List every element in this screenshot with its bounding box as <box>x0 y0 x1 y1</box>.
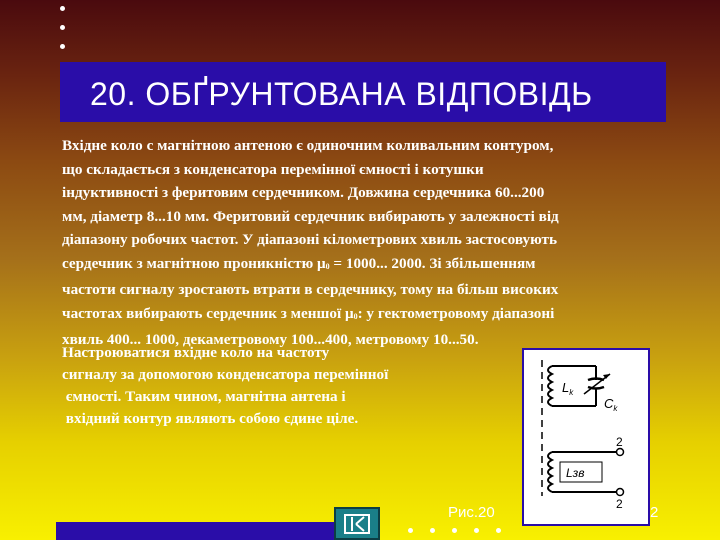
bottom-bar <box>56 522 344 540</box>
coil-lzv <box>548 452 552 492</box>
slide-body <box>62 134 672 352</box>
page-number: 2 <box>650 504 659 521</box>
label-lzv: Lзв <box>566 466 585 480</box>
slide-body-tail <box>62 342 482 430</box>
slide-nav-icon <box>344 514 370 534</box>
subscript: 0 <box>353 311 358 321</box>
terminal <box>617 449 624 456</box>
body-line: індуктивності з феритовим сердечником. Довжина сердечника 60...200 <box>62 184 545 201</box>
terminal-label: 2 <box>616 435 623 449</box>
decorative-dot <box>430 528 435 533</box>
terminal-label: 2 <box>616 497 623 511</box>
text-segment: : у гектометровому діапазоні <box>357 304 555 322</box>
body-line: Настроюватися вхідне коло на частоту <box>62 344 330 361</box>
circuit-diagram <box>524 350 648 524</box>
dot <box>60 44 65 49</box>
label-ck: $C_k$ <box>604 396 618 413</box>
body-line: сигналу за допомогою конденсатора перемінної <box>62 366 389 383</box>
body-line: ємності. Таким чином, магнітна антена і <box>62 388 346 405</box>
text-segment: сердечник з магнітною проникністю μ <box>62 254 326 272</box>
text-segment: частотах вибирають сердечник з меншої μ <box>62 304 354 322</box>
slide-nav-button[interactable] <box>334 507 380 540</box>
body-line: Вхідне коло с магнітною антеною є одиночним коливальним контуром, <box>62 137 554 154</box>
body-line: мм, діаметр 8...10 мм. Феритовий сердечник вибирають у залежності від <box>62 207 559 225</box>
decorative-dot <box>474 528 479 533</box>
decorative-dot <box>452 528 457 533</box>
dot <box>60 6 65 11</box>
decorative-dot <box>408 528 413 533</box>
body-line: хвиль 400... 1000, декаметровому 100...400, метровому 10...50. <box>62 331 479 348</box>
text-segment: = 1000... 2000. Зі збільшенням <box>329 254 536 272</box>
body-line: діапазону робочих частот. У діапазоні кілометрових хвиль застосовують <box>62 231 557 248</box>
slide-title: 20. ОБҐРУНТОВАНА ВІДПОВІДЬ <box>90 76 593 112</box>
decorative-dots-top <box>60 6 72 63</box>
subscript: 0 <box>325 261 330 271</box>
body-line: що складається з конденсатора перемінної ємності і котушки <box>62 160 484 178</box>
coil-lk <box>548 366 552 406</box>
body-line <box>62 252 672 279</box>
terminal <box>617 489 624 496</box>
body-line: частоти сигналу зростають втрати в сердечнику, тому на більш високих <box>62 281 559 298</box>
figure-caption: Рис.20 <box>448 504 495 521</box>
circuit-figure <box>522 348 650 526</box>
decorative-dot <box>496 528 501 533</box>
body-line <box>62 302 672 329</box>
dot <box>60 25 65 30</box>
body-line: вхідний контур являють собою єдине ціле. <box>62 410 359 427</box>
label-lk: $L_k$ <box>562 380 574 397</box>
